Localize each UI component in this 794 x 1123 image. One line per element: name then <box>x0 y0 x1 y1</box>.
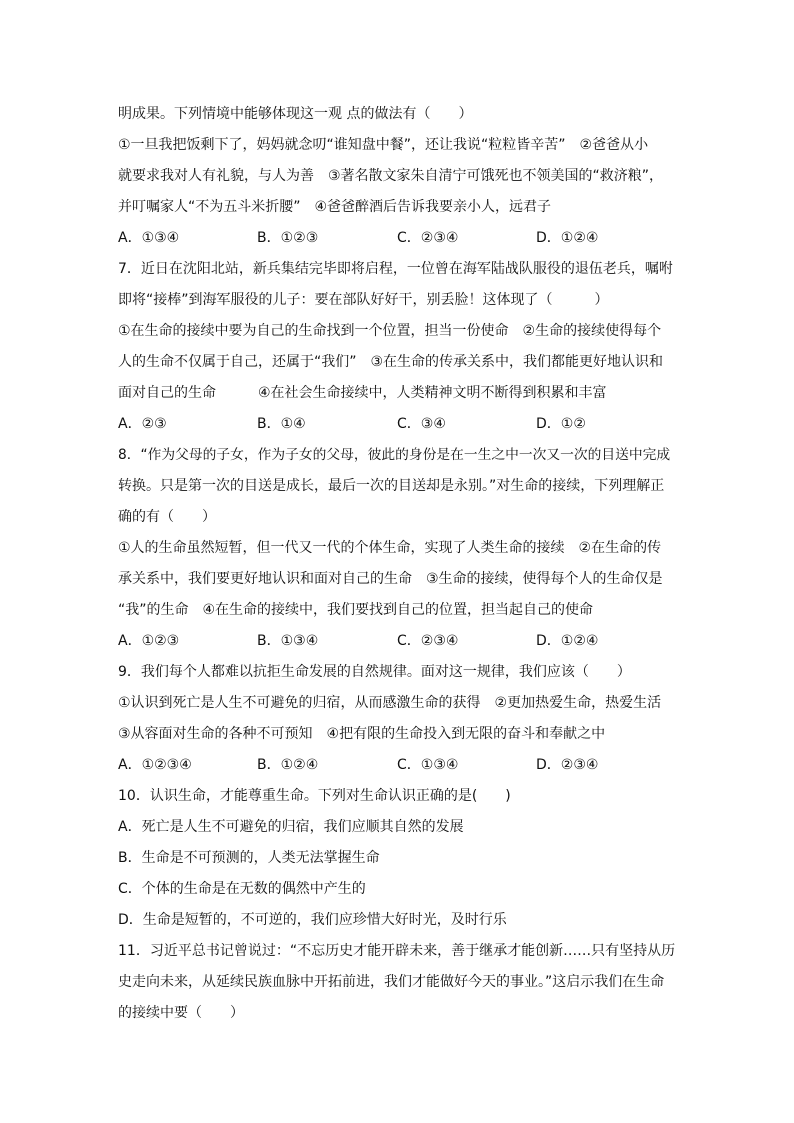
q10-option-a: A．死亡是人生不可避免的归宿，我们应顺其自然的发展 <box>118 819 464 835</box>
q6-option-a: A．①③④ <box>118 230 180 246</box>
q11-stem: 史走向未来，从延续民族血脉中开拓前进，我们才能做好今天的事业。”这启示我们在生命 <box>118 974 665 990</box>
q9-statement-line: ③从容面对生命的各种不可预知 ④把有限的生命投入到无限的奋斗和奉献之中 <box>118 726 606 742</box>
q8-stem: 确的有（ ） <box>118 509 216 525</box>
q11-stem: 11．习近平总书记曾说过：“不忘历史才能开辟未来，善于继承才能创新……只有坚持从历 <box>118 943 676 959</box>
q7-stem: 7．近日在沈阳北站，新兵集结完毕即将启程，一位曾在海军陆战队服役的退伍老兵，嘱咐 <box>118 261 673 277</box>
q7-option-a: A．②③ <box>118 416 167 432</box>
q8-statement-line: ①人的生命虽然短暂，但一代又一代的个体生命，实现了人类生命的接续 ②在生命的传 <box>118 540 662 556</box>
q9-statement-line: ①认识到死亡是人生不可避免的归宿，从而感激生命的获得 ②更加热爱生命，热爱生活 <box>118 695 662 711</box>
q6-option-b: B．①②③ <box>257 230 319 246</box>
q8-statement-line: 承关系中，我们要更好地认识和面对自己的生命 ③生命的接续，使得每个人的生命仅是 <box>118 571 663 587</box>
q7-option-b: B．①④ <box>257 416 306 432</box>
q10-option-b: B．生命是不可预测的，人类无法掌握生命 <box>118 850 380 866</box>
q9-stem: 9．我们每个人都难以抗拒生命发展的自然规律。面对这一规律，我们应该（ ） <box>118 664 631 680</box>
q7-statement-line: ①在生命的接续中要为自己的生命找到一个位置，担当一份使命 ②生命的接续使得每个 <box>118 323 662 339</box>
q8-option-c: C．②③④ <box>397 633 459 649</box>
q9-option-b: B．①②④ <box>257 757 319 773</box>
q8-option-a: A．①②③ <box>118 633 180 649</box>
q8-stem: 转换。只是第一次的目送是成长，最后一次的目送却是永别。”对生命的接续，下列理解正 <box>118 478 665 494</box>
q6-option-c: C．②③④ <box>397 230 459 246</box>
q9-option-a: A．①②③④ <box>118 757 192 773</box>
q7-statement-line: 面对自己的生命 ④在社会生命接续中，人类精神文明不断得到积累和丰富 <box>118 385 607 401</box>
q7-stem: 即将“接棒”到海军服役的儿子：要在部队好好干，别丢脸！这体现了（ ） <box>118 292 609 308</box>
q8-option-d: D．①②④ <box>536 633 599 649</box>
q6-statement-line: 并叮嘱家人“不为五斗米折腰” ④爸爸醉酒后告诉我要亲小人，远君子 <box>118 199 552 215</box>
q7-option-d: D．①② <box>536 416 586 432</box>
q7-option-c: C．③④ <box>397 416 446 432</box>
q7-statement-line: 人的生命不仅属于自己，还属于“我们” ③在生命的传承关系中，我们都能更好地认识和 <box>118 354 664 370</box>
q8-statement-line: “我”的生命 ④在生命的接续中，我们要找到自己的位置，担当起自己的使命 <box>118 602 594 618</box>
q8-option-b: B．①③④ <box>257 633 319 649</box>
q6-statement-line: 就要求我对人有礼貌，与人为善 ③著名散文家朱自清宁可饿死也不领美国的“救济粮”， <box>118 168 664 184</box>
q11-stem: 的接续中要（ ） <box>118 1005 244 1021</box>
q10-option-c: C．个体的生命是在无数的偶然中产生的 <box>118 881 366 897</box>
q6-statement-line: ①一旦我把饭剩下了，妈妈就念叨“谁知盘中餐”，还让我说“粒粒皆辛苦” ②爸爸从小 <box>118 137 649 153</box>
q6-stem-continued: 明成果。下列情境中能够体现这一观 点的做法有（ ） <box>118 106 473 122</box>
q9-option-d: D．②③④ <box>536 757 599 773</box>
q9-option-c: C．①③④ <box>397 757 459 773</box>
q8-stem: 8．“作为父母的子女，作为子女的父母，彼此的身份是在一生之中一次又一次的目送中完成 <box>118 447 671 463</box>
q10-option-d: D．生命是短暂的，不可逆的，我们应珍惜大好时光，及时行乐 <box>118 912 507 928</box>
q10-stem: 10．认识生命，才能尊重生命。下列对生命认识正确的是( ) <box>118 788 511 804</box>
q6-option-d: D．①②④ <box>536 230 599 246</box>
